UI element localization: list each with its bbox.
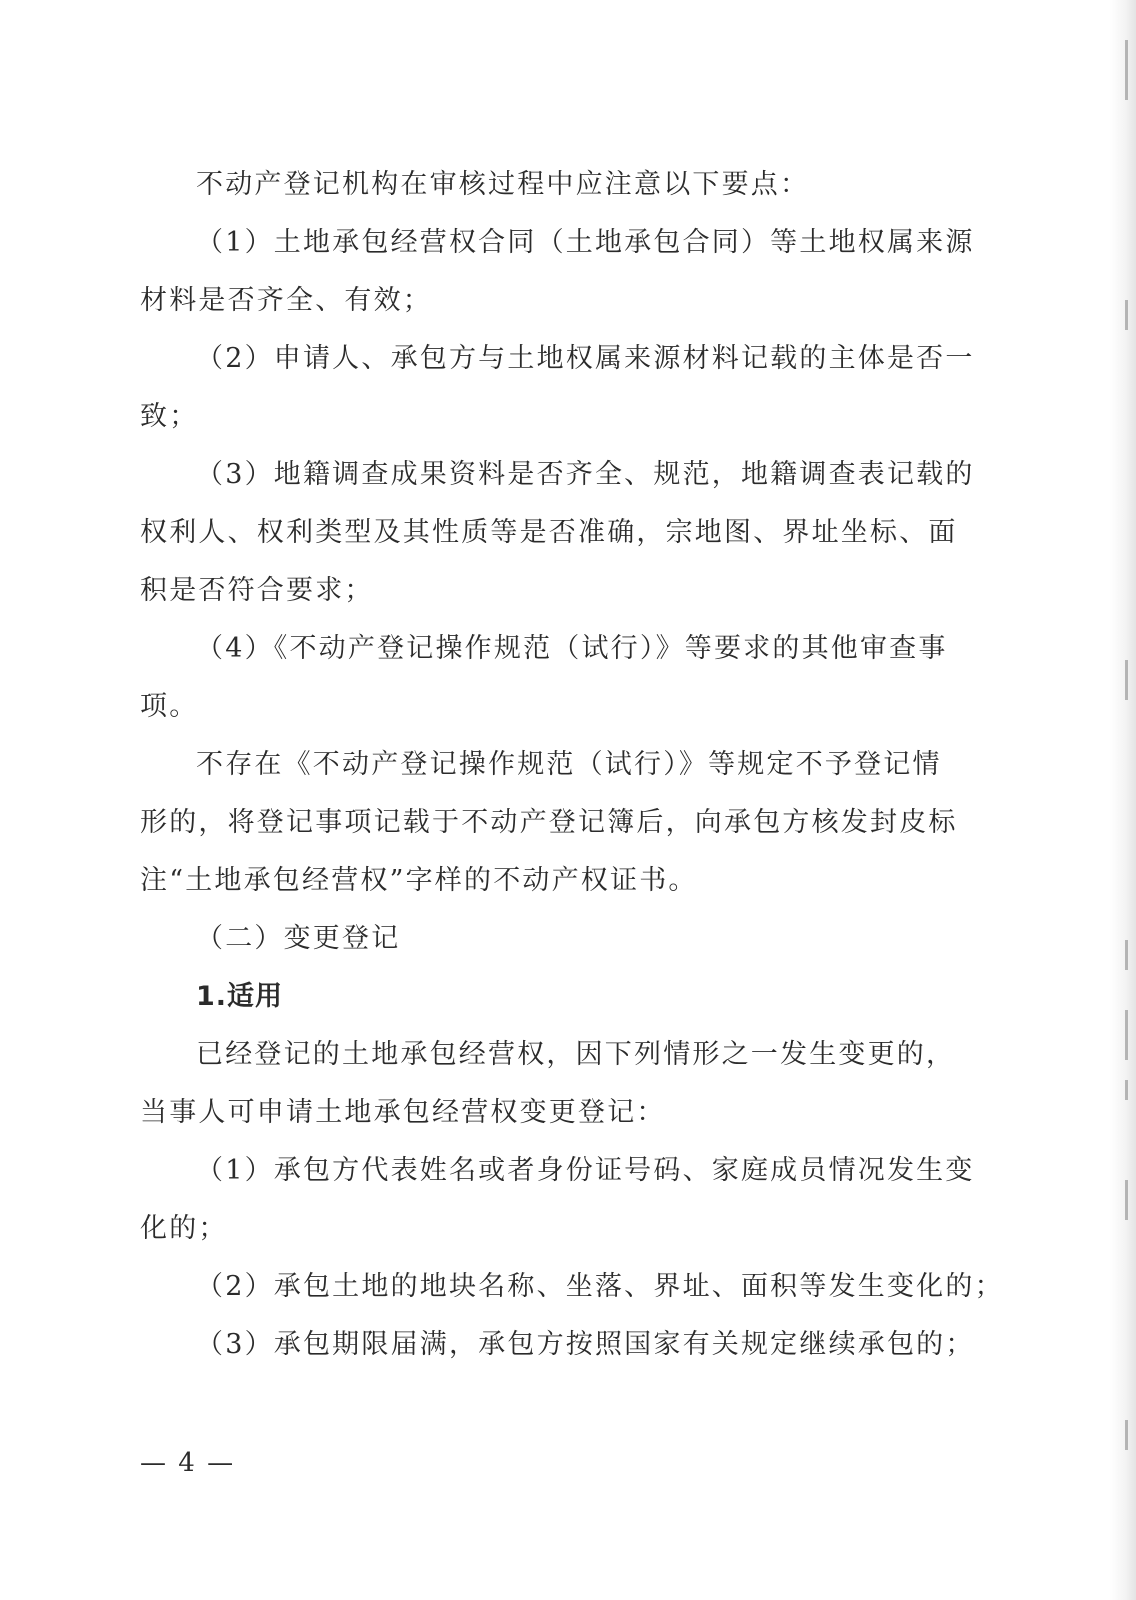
scan-edge xyxy=(1110,0,1136,1600)
text-line: （1）承包方代表姓名或者身份证号码、家庭成员情况发生变 xyxy=(196,1155,975,1186)
text-line: 积是否符合要求； xyxy=(140,575,374,606)
text-line: 项。 xyxy=(140,691,199,722)
text-line: （2）承包土地的地块名称、坐落、界址、面积等发生变化的； xyxy=(196,1271,1004,1302)
text-line: 已经登记的土地承包经营权，因下列情形之一发生变更的， xyxy=(196,1039,956,1070)
text-line: （3）承包期限届满，承包方按照国家有关规定继续承包的； xyxy=(196,1329,975,1360)
text-line: 形的，将登记事项记载于不动产登记簿后，向承包方核发封皮标 xyxy=(140,807,958,838)
text-line: 不动产登记机构在审核过程中应注意以下要点： xyxy=(196,169,810,200)
text-line: 注“土地承包经营权”字样的不动产权证书。 xyxy=(140,865,698,896)
page-number: — 4 — xyxy=(140,1448,236,1478)
text-line: （4）《不动产登记操作规范（试行）》等要求的其他审查事 xyxy=(196,633,948,664)
section-heading: （二）变更登记 xyxy=(196,923,401,954)
subsection-heading: 1.适用 xyxy=(196,981,284,1012)
text-line: （1）土地承包经营权合同（土地承包合同）等土地权属来源 xyxy=(196,227,975,258)
text-line: 材料是否齐全、有效； xyxy=(140,285,432,316)
text-line: 不存在《不动产登记操作规范（试行）》等规定不予登记情 xyxy=(196,749,942,780)
text-line: 权利人、权利类型及其性质等是否准确，宗地图、界址坐标、面 xyxy=(140,517,958,548)
text-line: 致； xyxy=(140,401,199,432)
text-line: 当事人可申请土地承包经营权变更登记： xyxy=(140,1097,666,1128)
text-line: （2）申请人、承包方与土地权属来源材料记载的主体是否一 xyxy=(196,343,975,374)
text-line: （3）地籍调查成果资料是否齐全、规范，地籍调查表记载的 xyxy=(196,459,975,490)
text-line: 化的； xyxy=(140,1213,228,1244)
